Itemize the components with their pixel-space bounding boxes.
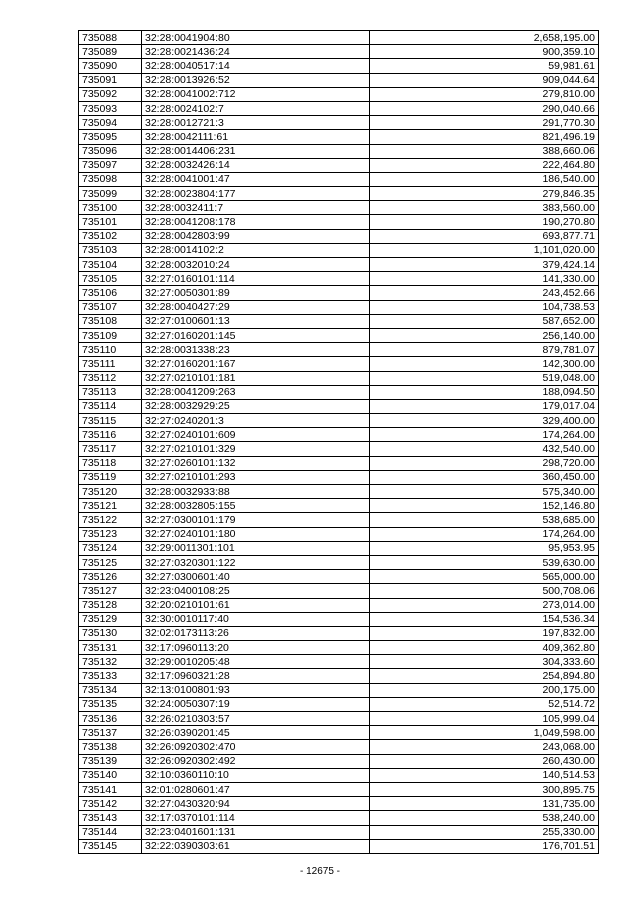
table-row — [79, 399, 599, 413]
amount-cell: 383,560.00 — [370, 201, 599, 215]
record-number-cell: 735100 — [79, 201, 142, 215]
table-row — [79, 726, 599, 740]
table-row — [79, 641, 599, 655]
record-number-cell: 735132 — [79, 655, 142, 669]
table-row — [79, 371, 599, 385]
cadastral-number-cell: 32:28:0032411:7 — [142, 201, 370, 215]
table-row — [79, 343, 599, 357]
cadastral-number-cell: 32:23:0400108:25 — [142, 584, 370, 598]
record-number-cell: 735113 — [79, 385, 142, 399]
amount-cell: 243,068.00 — [370, 740, 599, 754]
amount-cell: 909,044.64 — [370, 73, 599, 87]
table-row — [79, 187, 599, 201]
record-number-cell: 735139 — [79, 754, 142, 768]
page-number: - 12675 - — [299, 866, 341, 877]
record-number-cell: 735110 — [79, 343, 142, 357]
amount-cell: 190,270.80 — [370, 215, 599, 229]
table-row — [79, 456, 599, 470]
table-row — [79, 144, 599, 158]
amount-cell: 379,424.14 — [370, 258, 599, 272]
amount-cell: 59,981.61 — [370, 59, 599, 73]
cadastral-number-cell: 32:01:0280601:47 — [142, 782, 370, 796]
cadastral-number-cell: 32:27:0100601:13 — [142, 314, 370, 328]
cadastral-number-cell: 32:28:0041209:263 — [142, 385, 370, 399]
table-row — [79, 612, 599, 626]
amount-cell: 693,877.71 — [370, 229, 599, 243]
table-row — [79, 201, 599, 215]
record-number-cell: 735097 — [79, 158, 142, 172]
amount-cell: 273,014.00 — [370, 598, 599, 612]
record-number-cell: 735107 — [79, 300, 142, 314]
table-row — [79, 527, 599, 541]
table-row — [79, 328, 599, 342]
table-row — [79, 442, 599, 456]
table-row — [79, 101, 599, 115]
cadastral-number-cell: 32:26:0920302:470 — [142, 740, 370, 754]
cadastral-number-cell: 32:28:0042803:99 — [142, 229, 370, 243]
record-number-cell: 735134 — [79, 683, 142, 697]
data-table — [78, 30, 599, 854]
amount-cell: 52,514.72 — [370, 697, 599, 711]
record-number-cell: 735131 — [79, 641, 142, 655]
cadastral-number-cell: 32:17:0370101:114 — [142, 811, 370, 825]
cadastral-number-cell: 32:27:0210101:181 — [142, 371, 370, 385]
record-number-cell: 735106 — [79, 286, 142, 300]
record-number-cell: 735125 — [79, 555, 142, 569]
cadastral-number-cell: 32:28:0032933:88 — [142, 485, 370, 499]
record-number-cell: 735119 — [79, 470, 142, 484]
cadastral-number-cell: 32:28:0040427:29 — [142, 300, 370, 314]
record-number-cell: 735118 — [79, 456, 142, 470]
cadastral-number-cell: 32:27:0210101:293 — [142, 470, 370, 484]
amount-cell: 538,685.00 — [370, 513, 599, 527]
cadastral-number-cell: 32:26:0920302:492 — [142, 754, 370, 768]
amount-cell: 255,330.00 — [370, 825, 599, 839]
cadastral-number-cell: 32:28:0024102:7 — [142, 101, 370, 115]
record-number-cell: 735114 — [79, 399, 142, 413]
amount-cell: 197,832.00 — [370, 626, 599, 640]
amount-cell: 587,652.00 — [370, 314, 599, 328]
amount-cell: 243,452.66 — [370, 286, 599, 300]
table-row — [79, 258, 599, 272]
cadastral-number-cell: 32:27:0260101:132 — [142, 456, 370, 470]
table-row — [79, 797, 599, 811]
table-row — [79, 697, 599, 711]
cadastral-number-cell: 32:28:0014102:2 — [142, 243, 370, 257]
cadastral-number-cell: 32:17:0960321:28 — [142, 669, 370, 683]
table-row — [79, 73, 599, 87]
cadastral-number-cell: 32:27:0160101:114 — [142, 272, 370, 286]
amount-cell: 565,000.00 — [370, 570, 599, 584]
amount-cell: 104,738.53 — [370, 300, 599, 314]
table-row — [79, 712, 599, 726]
cadastral-number-cell: 32:28:0032805:155 — [142, 499, 370, 513]
amount-cell: 131,735.00 — [370, 797, 599, 811]
cadastral-number-cell: 32:28:0041904:80 — [142, 31, 370, 45]
record-number-cell: 735120 — [79, 485, 142, 499]
amount-cell: 539,630.00 — [370, 555, 599, 569]
record-number-cell: 735090 — [79, 59, 142, 73]
amount-cell: 360,450.00 — [370, 470, 599, 484]
cadastral-number-cell: 32:28:0023804:177 — [142, 187, 370, 201]
table-row — [79, 839, 599, 853]
cadastral-number-cell: 32:28:0032929:25 — [142, 399, 370, 413]
amount-cell: 188,094.50 — [370, 385, 599, 399]
amount-cell: 154,536.34 — [370, 612, 599, 626]
amount-cell: 254,894.80 — [370, 669, 599, 683]
table-row — [79, 414, 599, 428]
table-body — [79, 31, 599, 854]
amount-cell: 279,846.35 — [370, 187, 599, 201]
table-row — [79, 172, 599, 186]
amount-cell: 575,340.00 — [370, 485, 599, 499]
amount-cell: 290,040.66 — [370, 101, 599, 115]
record-number-cell: 735137 — [79, 726, 142, 740]
amount-cell: 538,240.00 — [370, 811, 599, 825]
table-row — [79, 669, 599, 683]
cadastral-number-cell: 32:27:0240201:3 — [142, 414, 370, 428]
record-number-cell: 735135 — [79, 697, 142, 711]
cadastral-number-cell: 32:28:0041208:178 — [142, 215, 370, 229]
record-number-cell: 735127 — [79, 584, 142, 598]
table-row — [79, 740, 599, 754]
amount-cell: 256,140.00 — [370, 328, 599, 342]
amount-cell: 388,660.06 — [370, 144, 599, 158]
record-number-cell: 735105 — [79, 272, 142, 286]
record-number-cell: 735138 — [79, 740, 142, 754]
cadastral-number-cell: 32:27:0210101:329 — [142, 442, 370, 456]
record-number-cell: 735095 — [79, 130, 142, 144]
cadastral-number-cell: 32:29:0011301:101 — [142, 541, 370, 555]
cadastral-number-cell: 32:27:0300101:179 — [142, 513, 370, 527]
record-number-cell: 735101 — [79, 215, 142, 229]
table-row — [79, 158, 599, 172]
cadastral-number-cell: 32:27:0160201:167 — [142, 357, 370, 371]
amount-cell: 179,017.04 — [370, 399, 599, 413]
amount-cell: 279,810.00 — [370, 87, 599, 101]
cadastral-number-cell: 32:27:0430320:94 — [142, 797, 370, 811]
table-row — [79, 584, 599, 598]
record-number-cell: 735098 — [79, 172, 142, 186]
cadastral-number-cell: 32:30:0010117:40 — [142, 612, 370, 626]
cadastral-number-cell: 32:23:0401601:131 — [142, 825, 370, 839]
cadastral-number-cell: 32:27:0320301:122 — [142, 555, 370, 569]
record-number-cell: 735145 — [79, 839, 142, 853]
record-number-cell: 735096 — [79, 144, 142, 158]
table-row — [79, 300, 599, 314]
table-row — [79, 626, 599, 640]
record-number-cell: 735124 — [79, 541, 142, 555]
amount-cell: 291,770.30 — [370, 116, 599, 130]
cadastral-number-cell: 32:10:0360110:10 — [142, 768, 370, 782]
table-row — [79, 499, 599, 513]
record-number-cell: 735093 — [79, 101, 142, 115]
cadastral-number-cell: 32:13:0100801:93 — [142, 683, 370, 697]
record-number-cell: 735099 — [79, 187, 142, 201]
record-number-cell: 735108 — [79, 314, 142, 328]
table-row — [79, 215, 599, 229]
record-number-cell: 735136 — [79, 712, 142, 726]
table-row — [79, 314, 599, 328]
amount-cell: 2,658,195.00 — [370, 31, 599, 45]
record-number-cell: 735094 — [79, 116, 142, 130]
cadastral-number-cell: 32:28:0042111:61 — [142, 130, 370, 144]
table-row — [79, 513, 599, 527]
amount-cell: 304,333.60 — [370, 655, 599, 669]
amount-cell: 329,400.00 — [370, 414, 599, 428]
amount-cell: 140,514.53 — [370, 768, 599, 782]
cadastral-number-cell: 32:28:0041001:47 — [142, 172, 370, 186]
record-number-cell: 735128 — [79, 598, 142, 612]
record-number-cell: 735115 — [79, 414, 142, 428]
table-row — [79, 541, 599, 555]
table-row — [79, 428, 599, 442]
cadastral-number-cell: 32:28:0040517:14 — [142, 59, 370, 73]
amount-cell: 141,330.00 — [370, 272, 599, 286]
cadastral-number-cell: 32:27:0300601:40 — [142, 570, 370, 584]
table-row — [79, 385, 599, 399]
table-row — [79, 768, 599, 782]
cadastral-number-cell: 32:27:0050301:89 — [142, 286, 370, 300]
table-row — [79, 116, 599, 130]
amount-cell: 105,999.04 — [370, 712, 599, 726]
record-number-cell: 735123 — [79, 527, 142, 541]
record-number-cell: 735122 — [79, 513, 142, 527]
cadastral-number-cell: 32:02:0173113:26 — [142, 626, 370, 640]
cadastral-number-cell: 32:26:0390201:45 — [142, 726, 370, 740]
record-number-cell: 735126 — [79, 570, 142, 584]
cadastral-number-cell: 32:29:0010205:48 — [142, 655, 370, 669]
cadastral-number-cell: 32:28:0041002:712 — [142, 87, 370, 101]
amount-cell: 879,781.07 — [370, 343, 599, 357]
amount-cell: 300,895.75 — [370, 782, 599, 796]
cadastral-number-cell: 32:27:0240101:180 — [142, 527, 370, 541]
amount-cell: 186,540.00 — [370, 172, 599, 186]
cadastral-number-cell: 32:28:0012721:3 — [142, 116, 370, 130]
table-row — [79, 357, 599, 371]
amount-cell: 222,464.80 — [370, 158, 599, 172]
table-row — [79, 31, 599, 45]
record-number-cell: 735102 — [79, 229, 142, 243]
record-number-cell: 735091 — [79, 73, 142, 87]
table-row — [79, 683, 599, 697]
amount-cell: 500,708.06 — [370, 584, 599, 598]
cadastral-number-cell: 32:24:0050307:19 — [142, 697, 370, 711]
cadastral-number-cell: 32:27:0160201:145 — [142, 328, 370, 342]
cadastral-number-cell: 32:28:0032426:14 — [142, 158, 370, 172]
record-number-cell: 735130 — [79, 626, 142, 640]
amount-cell: 821,496.19 — [370, 130, 599, 144]
cadastral-number-cell: 32:28:0031338:23 — [142, 343, 370, 357]
table-row — [79, 272, 599, 286]
table-row — [79, 243, 599, 257]
table-row — [79, 825, 599, 839]
cadastral-number-cell: 32:17:0960113:20 — [142, 641, 370, 655]
table-row — [79, 130, 599, 144]
record-number-cell: 735129 — [79, 612, 142, 626]
record-number-cell: 735140 — [79, 768, 142, 782]
record-number-cell: 735109 — [79, 328, 142, 342]
table-row — [79, 470, 599, 484]
table-row — [79, 45, 599, 59]
cadastral-number-cell: 32:28:0021436:24 — [142, 45, 370, 59]
amount-cell: 95,953.95 — [370, 541, 599, 555]
table-row — [79, 570, 599, 584]
amount-cell: 260,430.00 — [370, 754, 599, 768]
cadastral-number-cell: 32:28:0013926:52 — [142, 73, 370, 87]
table-row — [79, 811, 599, 825]
table-row — [79, 655, 599, 669]
cadastral-number-cell: 32:28:0032010:24 — [142, 258, 370, 272]
table-row — [79, 87, 599, 101]
table-row — [79, 59, 599, 73]
record-number-cell: 735144 — [79, 825, 142, 839]
record-number-cell: 735112 — [79, 371, 142, 385]
record-number-cell: 735104 — [79, 258, 142, 272]
amount-cell: 409,362.80 — [370, 641, 599, 655]
amount-cell: 519,048.00 — [370, 371, 599, 385]
record-number-cell: 735089 — [79, 45, 142, 59]
record-number-cell: 735111 — [79, 357, 142, 371]
amount-cell: 432,540.00 — [370, 442, 599, 456]
amount-cell: 174,264.00 — [370, 428, 599, 442]
table-row — [79, 485, 599, 499]
table-row — [79, 598, 599, 612]
amount-cell: 152,146.80 — [370, 499, 599, 513]
table-row — [79, 286, 599, 300]
amount-cell: 1,101,020.00 — [370, 243, 599, 257]
record-number-cell: 735143 — [79, 811, 142, 825]
record-number-cell: 735088 — [79, 31, 142, 45]
cadastral-number-cell: 32:26:0210303:57 — [142, 712, 370, 726]
amount-cell: 298,720.00 — [370, 456, 599, 470]
record-number-cell: 735092 — [79, 87, 142, 101]
amount-cell: 174,264.00 — [370, 527, 599, 541]
record-number-cell: 735141 — [79, 782, 142, 796]
cadastral-number-cell: 32:27:0240101:609 — [142, 428, 370, 442]
amount-cell: 200,175.00 — [370, 683, 599, 697]
table-row — [79, 229, 599, 243]
amount-cell: 900,359.10 — [370, 45, 599, 59]
record-number-cell: 735103 — [79, 243, 142, 257]
table-row — [79, 754, 599, 768]
table-row — [79, 555, 599, 569]
record-number-cell: 735116 — [79, 428, 142, 442]
table-row — [79, 782, 599, 796]
amount-cell: 176,701.51 — [370, 839, 599, 853]
amount-cell: 1,049,598.00 — [370, 726, 599, 740]
record-number-cell: 735133 — [79, 669, 142, 683]
record-number-cell: 735142 — [79, 797, 142, 811]
record-number-cell: 735117 — [79, 442, 142, 456]
cadastral-number-cell: 32:28:0014406:231 — [142, 144, 370, 158]
cadastral-number-cell: 32:22:0390303:61 — [142, 839, 370, 853]
cadastral-number-cell: 32:20:0210101:61 — [142, 598, 370, 612]
amount-cell: 142,300.00 — [370, 357, 599, 371]
record-number-cell: 735121 — [79, 499, 142, 513]
